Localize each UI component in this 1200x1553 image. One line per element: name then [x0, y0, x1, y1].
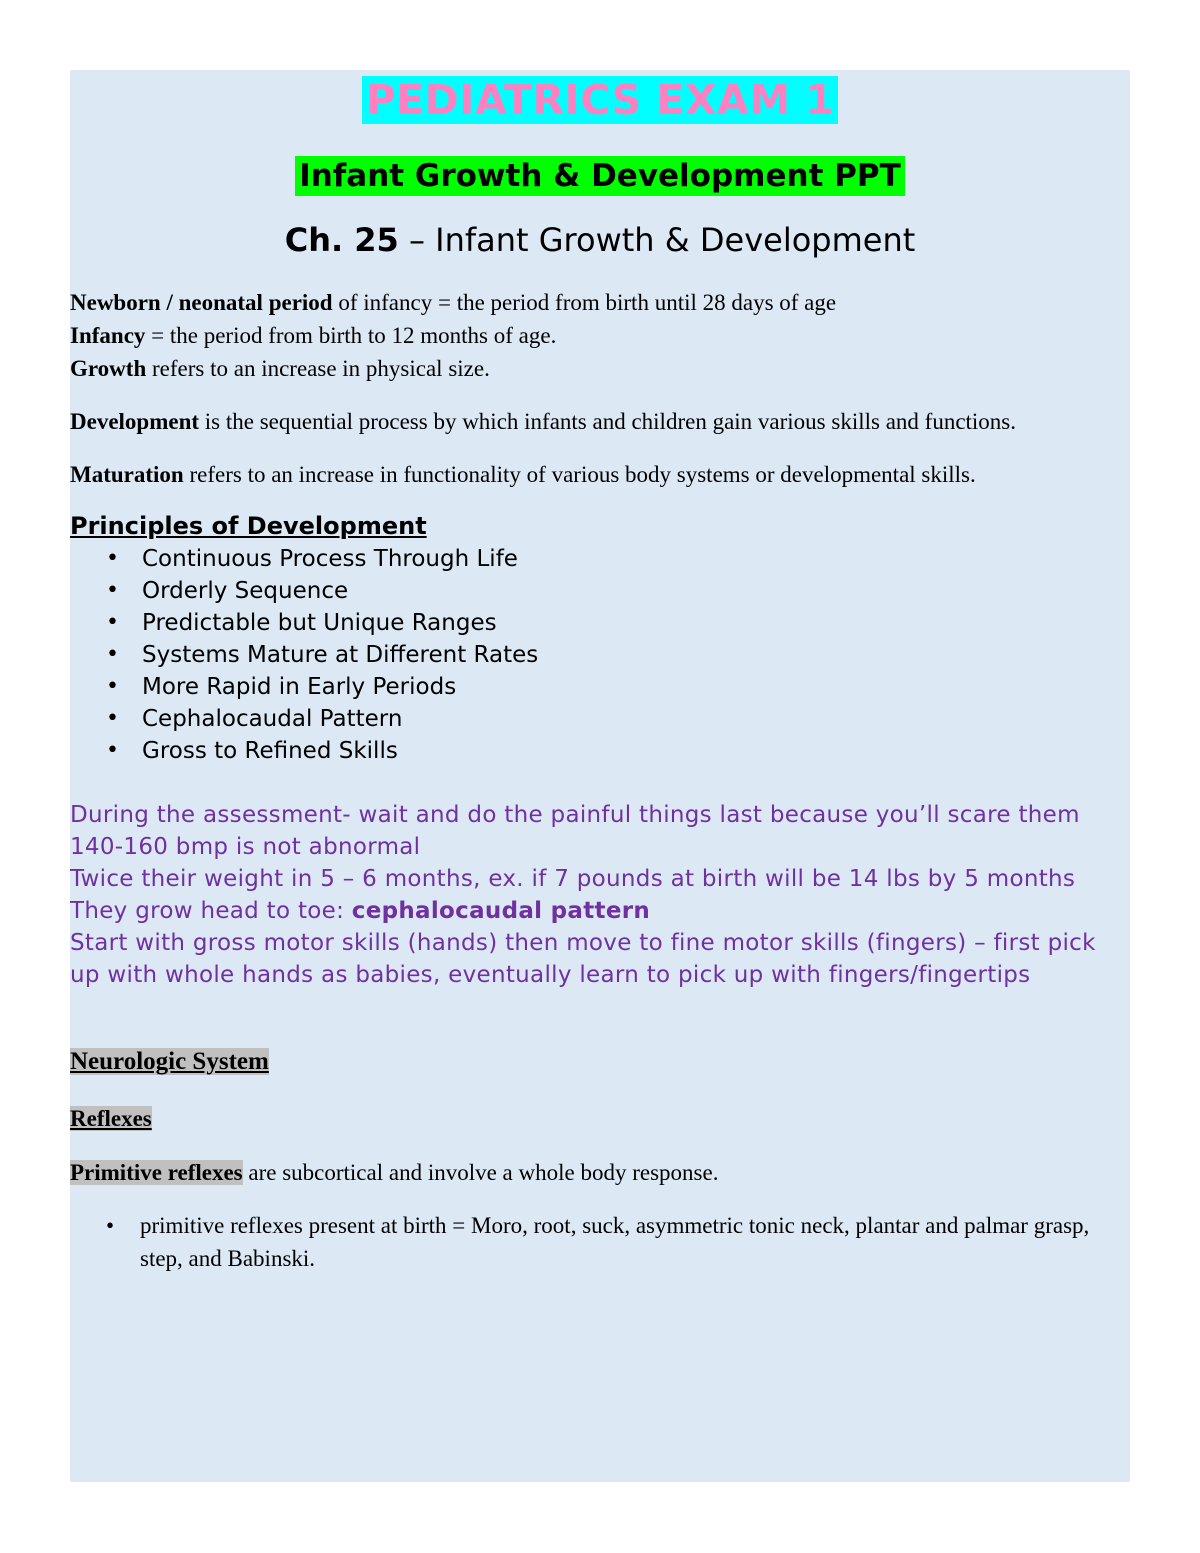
list-item: • primitive reflexes present at birth = Moro, root, suck, asymmetric tonic neck, plantar and palmar grasp, step, and Babinski. — [140, 1209, 1130, 1275]
neurologic-heading-text: Neurologic System — [70, 1048, 269, 1075]
note-line — [70, 895, 1130, 927]
definition-text: refers to an increase in functionality of various body systems or developmental skills. — [183, 462, 976, 487]
note-emphasis: cephalocaudal pattern — [351, 898, 651, 924]
definition-maturation — [70, 458, 1130, 491]
primitive-reflexes-paragraph — [70, 1157, 1130, 1189]
definition-text: = the period from birth to 12 months of age. — [145, 323, 557, 348]
title-row — [70, 76, 1130, 134]
page-subtitle: Infant Growth & Development PPT — [295, 156, 905, 196]
list-item: • Cephalocaudal Pattern — [142, 703, 1130, 735]
definition-text: refers to an increase in physical size. — [146, 356, 490, 381]
note-line: 140-160 bmp is not abnormal — [70, 834, 421, 860]
definition-infancy — [70, 319, 1130, 352]
note-text: They grow head to toe: — [70, 898, 352, 924]
list-item: • Predictable but Unique Ranges — [142, 607, 1130, 639]
definition-term: Development — [70, 409, 200, 434]
primitive-text: are subcortical and involve a whole body response. — [242, 1160, 719, 1185]
definition-development — [70, 405, 1130, 438]
definition-term: Infancy — [70, 323, 146, 348]
definition-text: is the sequential process by which infants and children gain various skills and functions. — [199, 409, 1017, 434]
chapter-title: – Infant Growth & Development — [398, 221, 916, 259]
definition-term: Maturation — [70, 462, 184, 487]
chapter-heading — [70, 218, 1130, 262]
reflexes-heading-text: Reflexes — [70, 1106, 152, 1131]
reflex-list — [70, 1209, 1130, 1275]
principles-heading: Principles of Development — [70, 512, 427, 540]
list-item: • Gross to Refined Skills — [142, 735, 1130, 767]
note-line: Twice their weight in 5 – 6 months, ex. if 7 pounds at birth will be 14 lbs by 5 months — [70, 866, 1076, 892]
reflexes-heading — [70, 1103, 1130, 1135]
list-item: • More Rapid in Early Periods — [142, 671, 1130, 703]
chapter-number: Ch. 25 — [284, 221, 399, 259]
list-item: • Orderly Sequence — [142, 575, 1130, 607]
note-line: Start with gross motor skills (hands) then move to fine motor skills (fingers) – first pick up with whole hands as babies, eventually learn to pick up with fingers/fingertips — [70, 930, 1096, 988]
document-page — [70, 70, 1130, 1482]
principles-list — [70, 543, 1130, 767]
definition-text: of infancy = the period from birth until 28 days of age — [332, 290, 837, 315]
list-item: • Continuous Process Through Life — [142, 543, 1130, 575]
definition-newborn — [70, 286, 1130, 319]
definitions — [70, 286, 1130, 491]
definition-growth — [70, 352, 1130, 385]
primitive-term: Primitive reflexes — [70, 1160, 243, 1185]
neurologic-heading — [70, 1045, 1130, 1079]
definition-term: Newborn / neonatal period — [70, 290, 333, 315]
definition-term: Growth — [70, 356, 147, 381]
page-title: PEDIATRICS EXAM 1 — [362, 76, 839, 124]
note-line: During the assessment- wait and do the painful things last because you’ll scare them — [70, 802, 1080, 828]
assessment-notes — [70, 799, 1130, 991]
subtitle-row — [70, 156, 1130, 198]
list-item: • Systems Mature at Different Rates — [142, 639, 1130, 671]
